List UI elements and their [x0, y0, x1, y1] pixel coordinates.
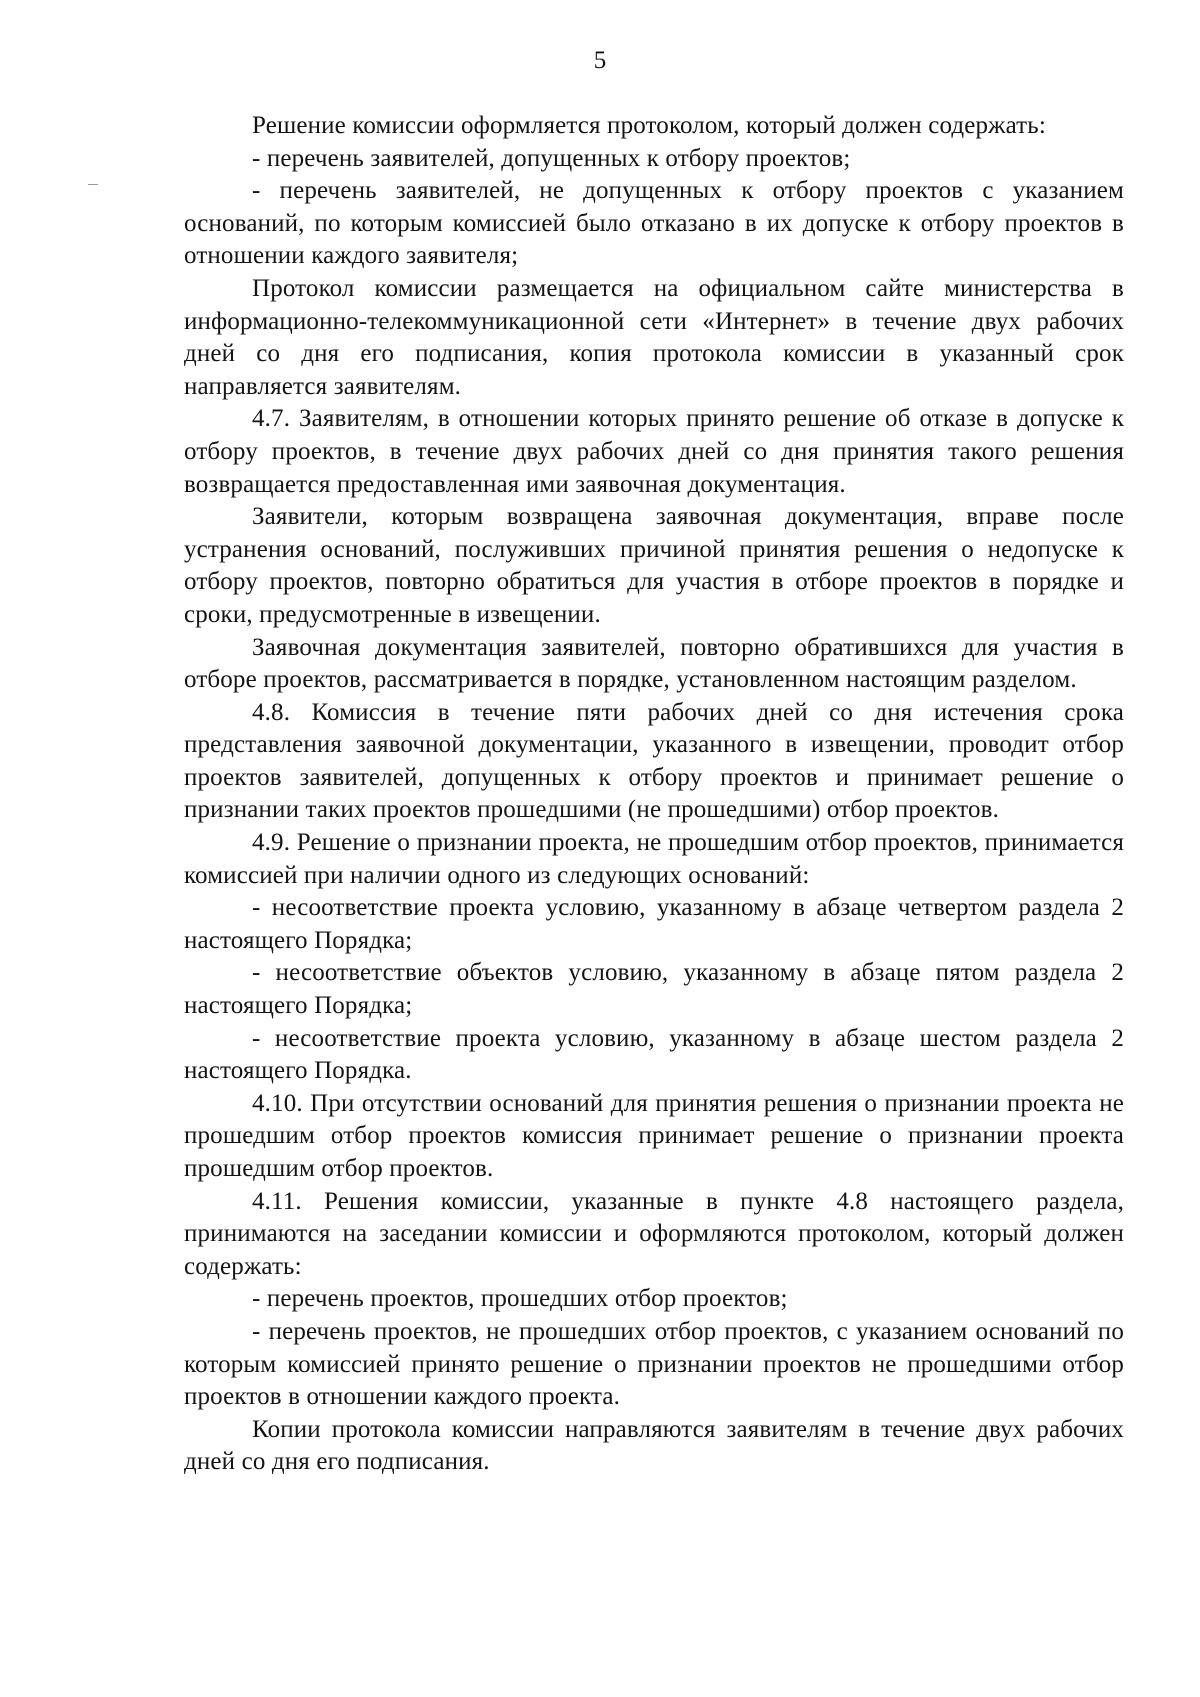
list-item: - перечень проектов, прошедших отбор проектов; [252, 1285, 788, 1313]
list-item: - перечень проектов, не прошедших отбор проектов, с указанием оснований по которым комиссией принято решение о признании проектов не прошедшими отбор проектов в отношении каждого проекта. [184, 1317, 1124, 1411]
paragraph: Решение комиссии оформляется протоколом, который должен содержать: [252, 112, 1046, 139]
paragraph: Заявители, которым возвращена заявочная документация, вправе после устранения оснований, послуживших причиной принятия решения о недопуске к отбору проектов, повторно обратиться для участия в отборе проектов в порядке и сроки, предусмотренные в извещении. [184, 503, 1124, 628]
scan-mark [88, 184, 98, 185]
paragraph: Копии протокола комиссии направляются заявителям в течение двух рабочих дней со дня его подписания. [184, 1415, 1124, 1476]
list-item: - несоответствие проекта условию, указанному в абзаце четвертом раздела 2 настоящего Порядка; [184, 894, 1124, 954]
document-body [184, 110, 1124, 1479]
list-item: - перечень заявителей, допущенных к отбору проектов; [252, 144, 851, 172]
clause-4-9: 4.9. Решение о признании проекта, не прошедшим отбор проектов, принимается комиссией при наличии одного из следующих оснований: [184, 829, 1124, 889]
clause-4-11: 4.11. Решения комиссии, указанные в пункте 4.8 настоящего раздела, принимаются на заседании комиссии и оформляются протоколом, который должен содержать: [184, 1187, 1124, 1280]
list-item: - несоответствие объектов условию, указанному в абзаце пятом раздела 2 настоящего Порядка; [184, 959, 1124, 1020]
paragraph: Протокол комиссии размещается на официальном сайте министерства в информационно-телекоммуникационной сети «Интернет» в течение двух рабочих дней со дня его подписания, копия протокола комиссии в указанный срок направляется заявителям. [184, 274, 1124, 400]
page-number: 5 [593, 47, 607, 74]
list-item: - несоответствие проекта условию, указанному в абзаце шестом раздела 2 настоящего Порядка. [184, 1024, 1124, 1085]
paragraph: Заявочная документация заявителей, повторно обратившихся для участия в отборе проектов, рассматривается в порядке, установленном настоящим разделом. [184, 633, 1124, 694]
clause-4-10: 4.10. При отсутствии оснований для принятия решения о признании проекта не прошедшим отбор проектов комиссия принимает решение о признании проекта прошедшим отбор проектов. [184, 1089, 1124, 1182]
list-item: - перечень заявителей, не допущенных к отбору проектов с указанием оснований, по которым комиссией было отказано в их допуске к отбору проектов в отношении каждого заявителя; [184, 177, 1124, 270]
clause-4-8: 4.8. Комиссия в течение пяти рабочих дней со дня истечения срока представления заявочной документации, указанного в извещении, проводит отбор проектов заявителей, допущенных к отбору проектов и принимает решение о признании таких проектов прошедшими (не прошедшими) отбор проектов. [184, 698, 1124, 824]
clause-4-7: 4.7. Заявителям, в отношении которых принято решение об отказе в допуске к отбору проектов, в течение двух рабочих дней со дня принятия такого решения возвращается предоставленная ими заявочная документация. [184, 405, 1124, 498]
